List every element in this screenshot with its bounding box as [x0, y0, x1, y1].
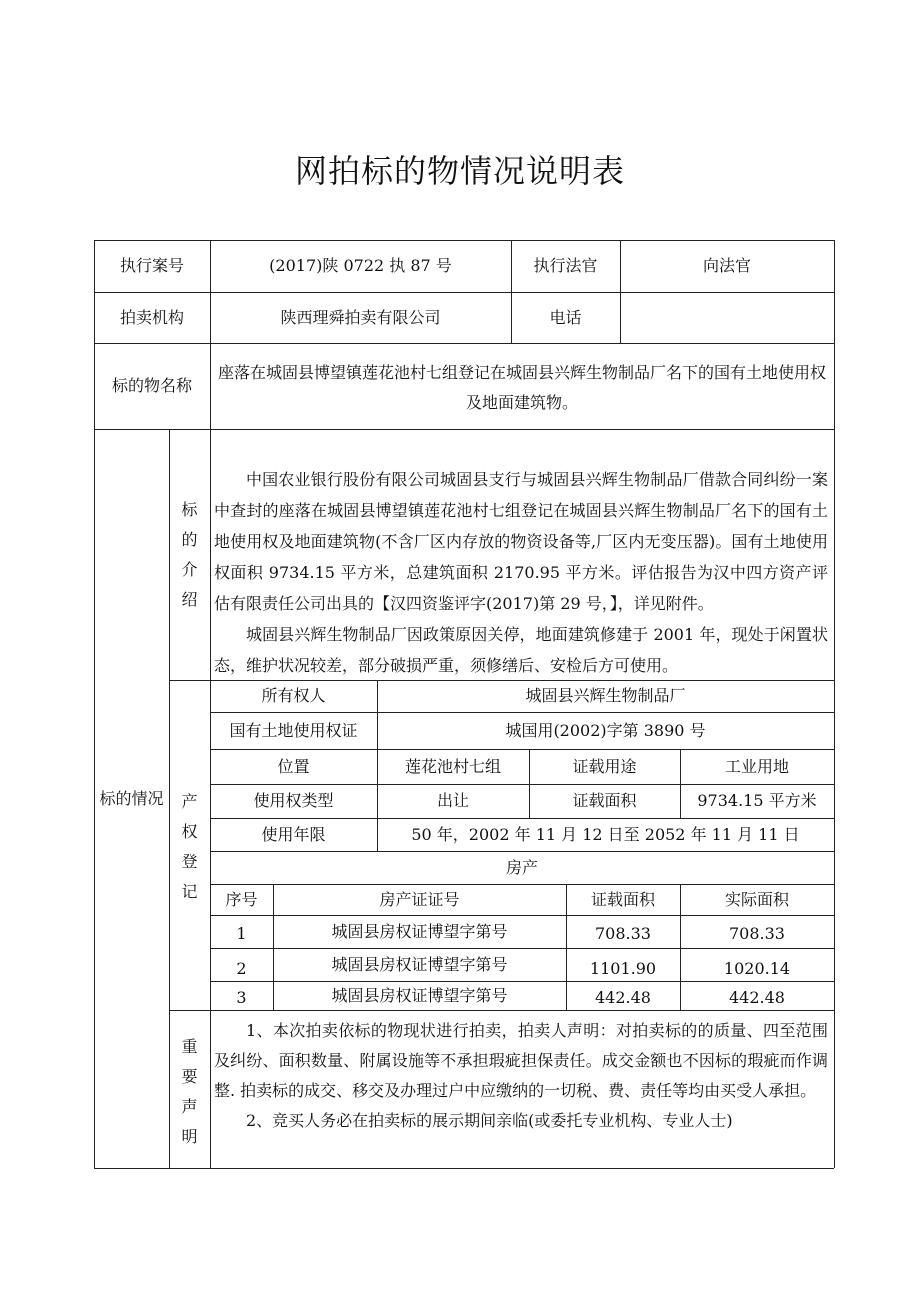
property-label: 产 权 登 记: [181, 792, 198, 901]
agency-value: 陕西理舜拍卖有限公司: [280, 307, 441, 327]
owner-label: 所有权人: [261, 686, 326, 705]
intro-paragraph: 城固县兴辉生物制品厂因政策原因关停，地面建筑修建于 2001 年，现处于闲置状态，维护状况较差，部分破损严重，须修缮后、安检后方可使用。: [214, 625, 828, 675]
owner-value: 城固县兴辉生物制品厂: [525, 686, 686, 705]
intro-text: [214, 464, 828, 681]
house-label: 房产: [505, 857, 538, 877]
usage-label: 证载用途: [572, 756, 637, 776]
location-label: 位置: [277, 756, 310, 776]
land-cert-label: 国有土地使用权证: [229, 720, 358, 740]
house-actual: 708.33: [729, 923, 785, 943]
area-value: 9734.15 平方米: [697, 791, 817, 810]
term-value: 50 年，2002 年 11 月 12 日至 2052 年 11 月 11 日: [411, 824, 800, 844]
right-type-label: 使用权类型: [253, 791, 334, 810]
house-actual: 1020.14: [723, 958, 791, 978]
right-type-value: 出让: [436, 791, 469, 810]
house-cert: 城固县房权证博望字第号: [331, 921, 508, 941]
situation-label: 标的情况: [99, 788, 164, 808]
house-no: 1: [236, 923, 247, 943]
intro-paragraph: 中国农业银行股份有限公司城固县支行与城固县兴辉生物制品厂借款合同纠纷一案中查封的座落在城固县博望镇莲花池村七组登记在城固县兴辉生物制品厂名下的国有土地使用权及地面建筑物(不含厂区内存放的物资设备等,厂区内无变压器)。国有土地使用权面积 9734.15 平方米，总建筑面积 2170.95 平方米。评估报告为汉中四方资产评估有限责任公司出具的【汉四资鉴评字(2017)第 29 号，】，详见附件。: [214, 470, 828, 613]
house-header-actual: 实际面积: [724, 889, 789, 909]
statement-label: 重 要 声 明: [181, 1037, 198, 1146]
house-area: 1101.90: [589, 958, 657, 978]
statement-paragraph: 1、本次拍卖依标的物现状进行拍卖，拍卖人声明：对拍卖标的的质量、四至范围及纠纷、面积数量、附属设施等不承担瑕疵担保责任。成交金额也不因标的瑕疵而作调整. 拍卖标的成交、移交及办理过户中应缴纳的一切税、费、责任等均由买受人承担。: [214, 1021, 828, 1100]
location-value: 莲花池村七组: [404, 756, 501, 776]
house-cert: 城固县房权证博望字第号: [331, 985, 508, 1005]
judge-label: 执行法官: [533, 256, 598, 275]
phone-value: [620, 292, 834, 343]
info-table: [94, 240, 834, 1168]
house-no: 2: [236, 958, 247, 978]
house-area: 708.33: [595, 923, 651, 943]
usage-value: 工业用地: [724, 756, 789, 776]
house-cert: 城固县房权证博望字第号: [331, 954, 508, 974]
statement-text: [214, 1016, 828, 1136]
case-no-label: 执行案号: [119, 256, 184, 275]
page-title: 网拍标的物情况说明表: [294, 152, 625, 190]
intro-label: 标 的 介 绍: [181, 500, 198, 609]
house-header-cert: 房产证证号: [379, 889, 460, 909]
area-label: 证载面积: [572, 791, 637, 810]
statement-paragraph: 2、竞买人务必在拍卖标的展示期间亲临(或委托专业机构、专业人士): [246, 1111, 733, 1130]
house-no: 3: [236, 988, 247, 1007]
house-header-no: 序号: [225, 889, 258, 909]
term-label: 使用年限: [261, 824, 326, 844]
object-name-value: 座落在城固县博望镇莲花池村七组登记在城固县兴辉生物制品厂名下的国有土地使用权及地面建筑物。: [217, 363, 826, 412]
land-cert-value: 城国用(2002)字第 3890 号: [505, 720, 706, 740]
agency-label: 拍卖机构: [119, 307, 184, 327]
judge-value: 向法官: [702, 256, 751, 275]
object-name-label: 标的物名称: [111, 376, 192, 395]
house-actual: 442.48: [729, 988, 785, 1007]
case-no-value: (2017)陕 0722 执 87 号: [269, 256, 452, 275]
house-header-area: 证载面积: [590, 889, 655, 909]
phone-label: 电话: [549, 307, 582, 327]
house-area: 442.48: [595, 988, 651, 1007]
